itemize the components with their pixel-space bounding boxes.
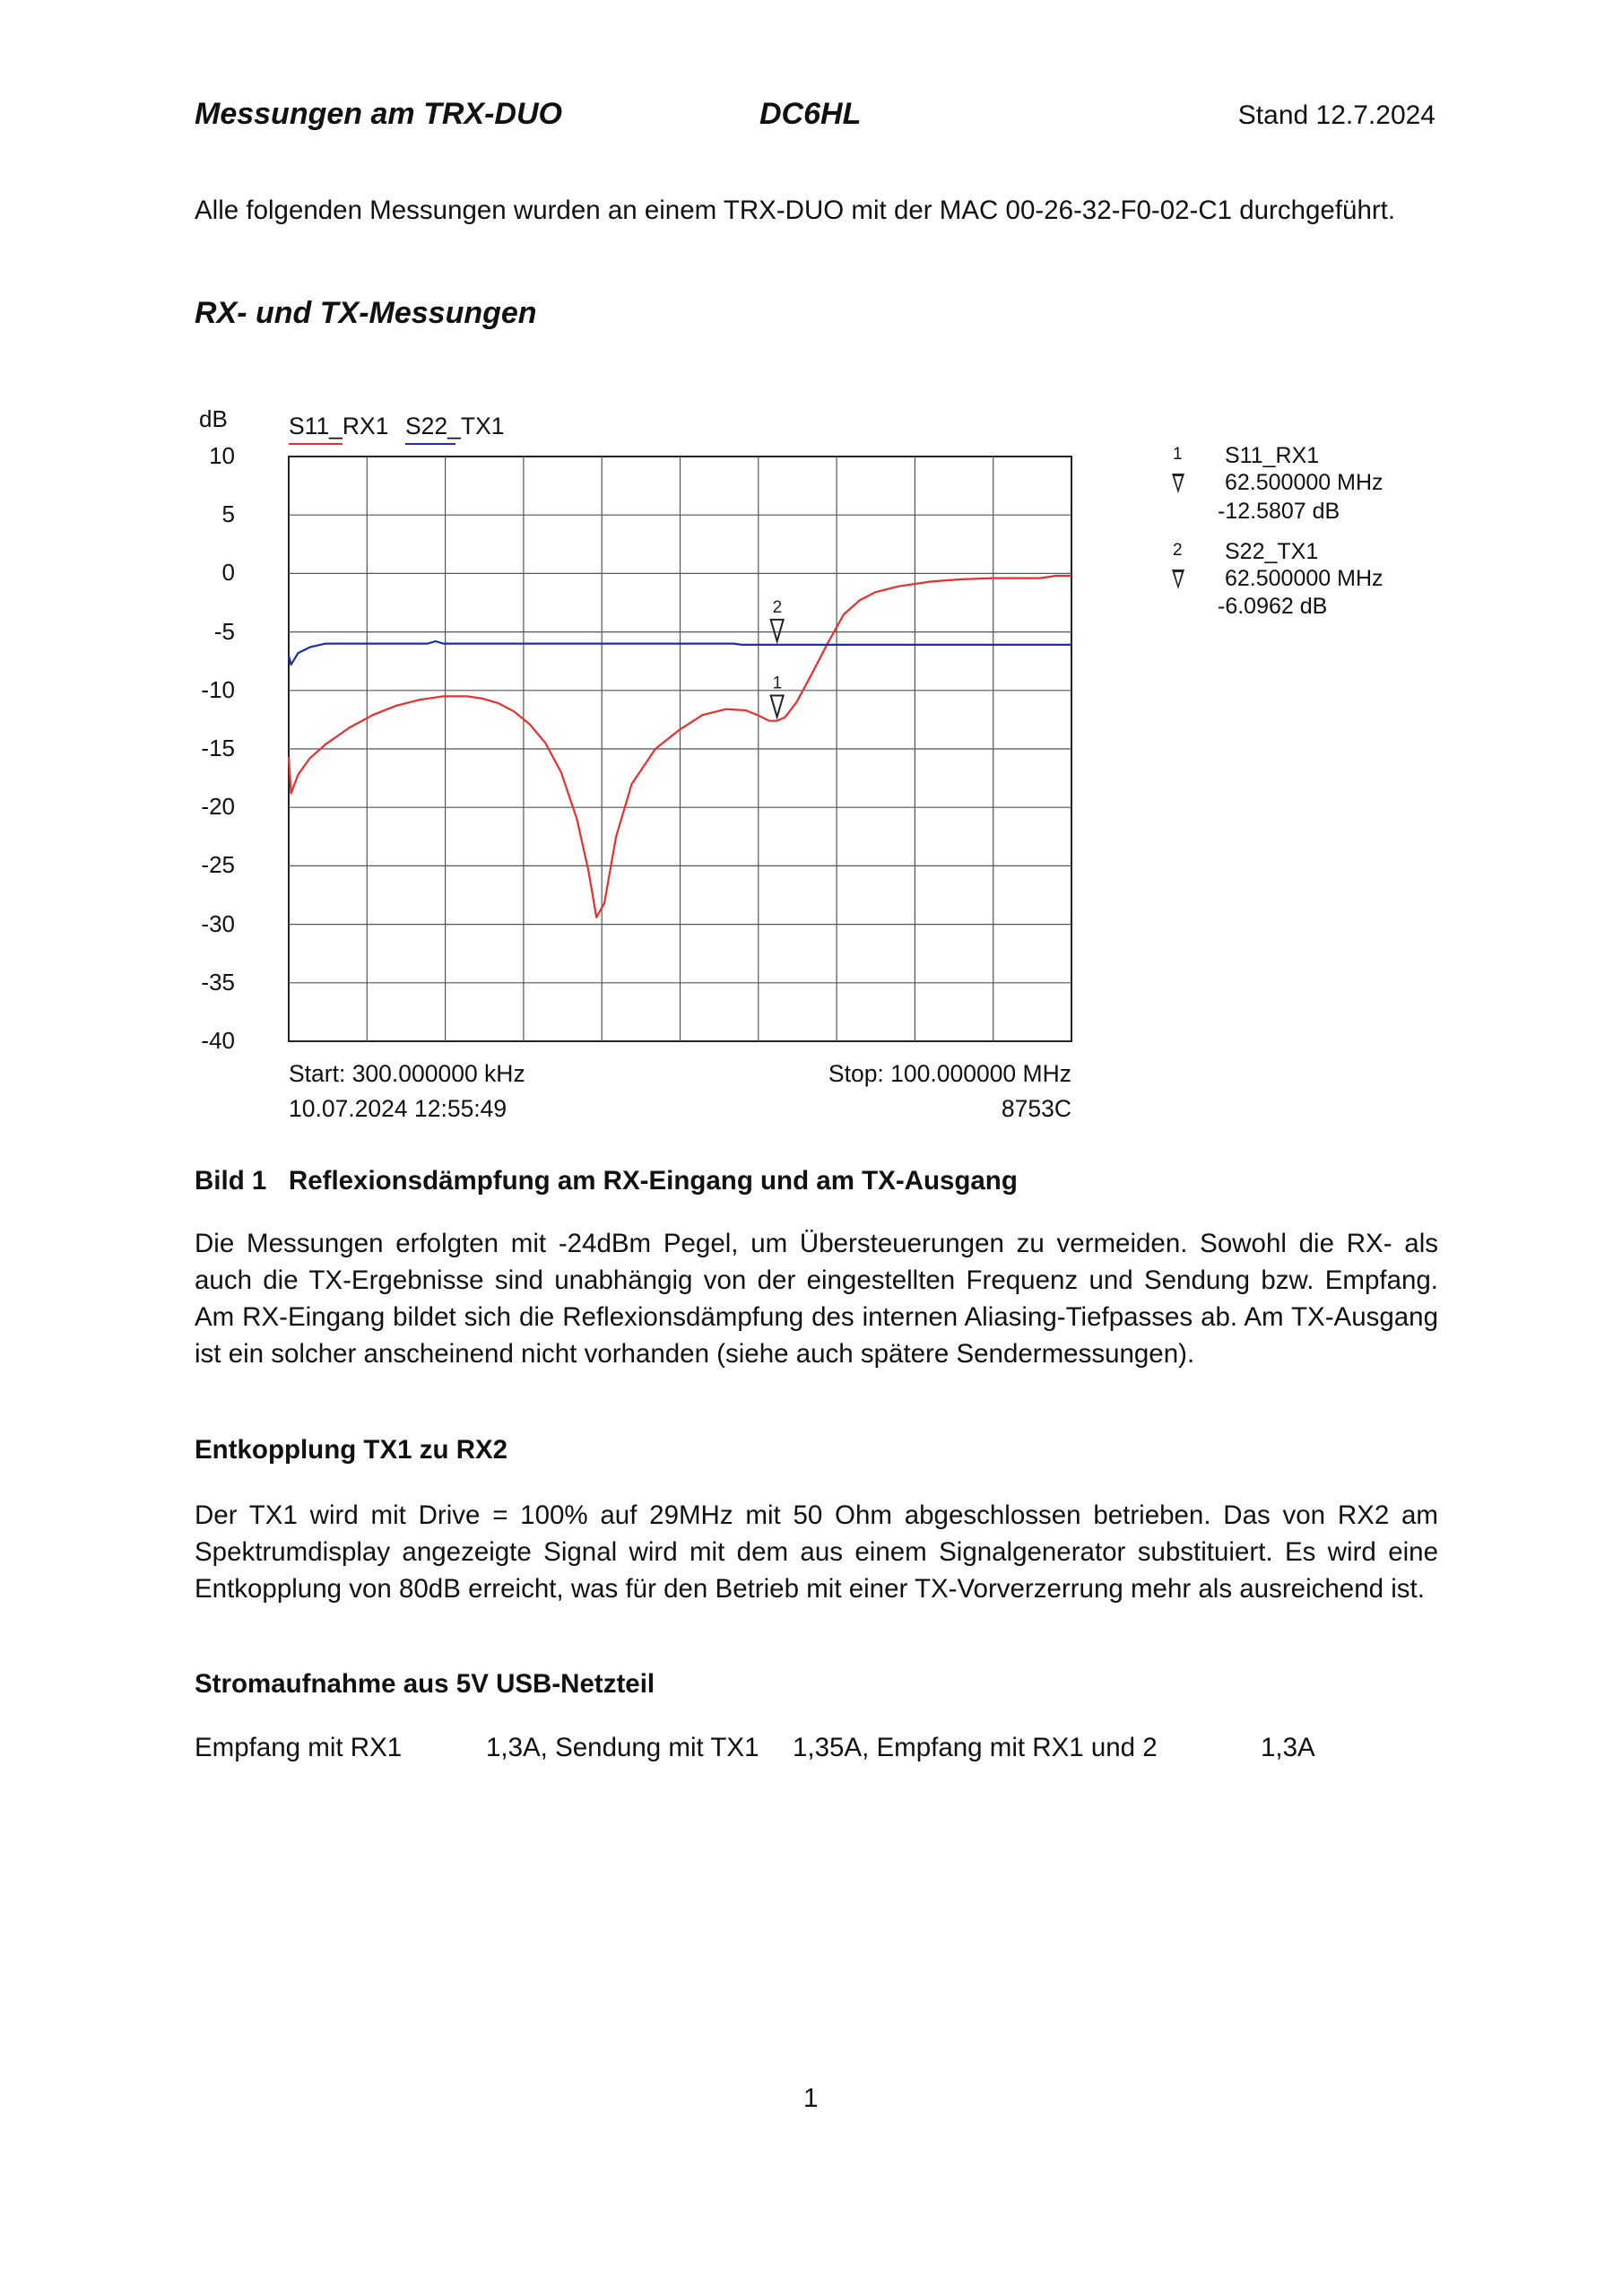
heading-decoupling: Entkopplung TX1 zu RX2 (195, 1435, 508, 1465)
marker-1-number: 1 (1173, 445, 1183, 464)
marker-2-freq: 62.500000 MHz (1225, 566, 1383, 591)
y-tick-label: 0 (221, 559, 235, 587)
page-number: 1 (803, 2083, 819, 2113)
y-tick-label: -35 (201, 968, 235, 996)
y-tick-label: 5 (221, 500, 235, 528)
figure-caption: Bild 1 Reflexionsdämpfung am RX-Eingang und am TX-Ausgang (195, 1166, 1018, 1196)
callsign: DC6HL (759, 97, 862, 131)
plot-marker-label-1: 1 (772, 674, 783, 693)
marker-1-freq: 62.500000 MHz (1225, 470, 1383, 495)
instrument-id: 8753C (1001, 1095, 1071, 1122)
power-value-1: 1,3A, Sendung mit TX1 (486, 1733, 759, 1762)
y-tick-label: -20 (201, 793, 235, 821)
intro-text: Alle folgenden Messungen wurden an einem TRX-DUO mit der MAC 00-26-32-F0-02-C1 durchgeführt. (195, 196, 1396, 225)
y-tick-label: -30 (201, 909, 235, 937)
paragraph-2-text: Der TX1 wird mit Drive = 100% auf 29MHz mit 50 Ohm abgeschlossen betrieben. Das von RX2 am Spektrumdisplay angezeigte Signal wird mit dem aus einem Signalgenerator substituiert. Es wird eine Entkopplung von 80dB erreicht, was für den Betrieb mit einer TX-Vorverzerrung mehr als ausreichend ist. (195, 1500, 1438, 1604)
legend-s22: S22_TX1 (405, 413, 505, 439)
marker-2-value: -6.0962 dB (1218, 594, 1328, 619)
chart-timestamp: 10.07.2024 12:55:49 (289, 1095, 507, 1122)
y-tick-label: 10 (209, 442, 235, 469)
plot-marker-1 (771, 695, 784, 717)
marker-2-number: 2 (1173, 541, 1183, 560)
paragraph-2 (195, 1497, 1438, 1607)
power-value-2: 1,35A, Empfang mit RX1 und 2 (793, 1733, 1158, 1762)
marker-1-value: -12.5807 dB (1218, 499, 1340, 524)
plot-markers (771, 598, 784, 718)
legend-s11: S11_RX1 (289, 413, 389, 439)
marker-1-series: S11_RX1 (1225, 443, 1320, 468)
plot-marker-2 (771, 620, 784, 641)
stop-frequency: Stop: 100.000000 MHz (828, 1060, 1071, 1087)
document-date: Stand 12.7.2024 (1237, 100, 1436, 130)
section-title: RX- und TX-Messungen (195, 296, 537, 330)
heading-power: Stromaufnahme aus 5V USB-Netzteil (195, 1669, 655, 1699)
document-title: Messungen am TRX-DUO (195, 97, 562, 131)
y-tick-label: -10 (201, 675, 235, 703)
y-tick-label: -5 (213, 617, 235, 645)
marker-1-icon (1170, 472, 1186, 495)
marker-2-icon (1170, 568, 1186, 591)
y-tick-label: -15 (201, 735, 235, 761)
y-tick-label: -25 (201, 851, 235, 879)
y-unit-label: dB (199, 405, 228, 432)
plot-marker-label-2: 2 (772, 597, 783, 617)
y-tick-label: -40 (201, 1027, 235, 1054)
chart-grid (289, 457, 1071, 1041)
paragraph-1 (195, 1225, 1438, 1372)
start-frequency: Start: 300.000000 kHz (289, 1060, 525, 1087)
power-item-label: Empfang mit RX1 (195, 1733, 403, 1762)
paragraph-1-text: Die Messungen erfolgten mit -24dBm Pegel, um Übersteuerungen zu vermeiden. Sowohl die RX- als auch die TX-Ergebnisse sind unabhängig von der eingestellten Frequenz und Sendung bzw. Empfang. Am RX-Eingang bildet sich die Reflexionsdämpfung des internen Aliasing-Tiefpasses ab. Am TX-Ausgang ist ein solcher anscheinend nicht vorhanden (siehe auch spätere Sendermessungen). (195, 1229, 1438, 1369)
power-value-3: 1,3A (1261, 1733, 1315, 1762)
marker-2-series: S22_TX1 (1225, 539, 1319, 564)
